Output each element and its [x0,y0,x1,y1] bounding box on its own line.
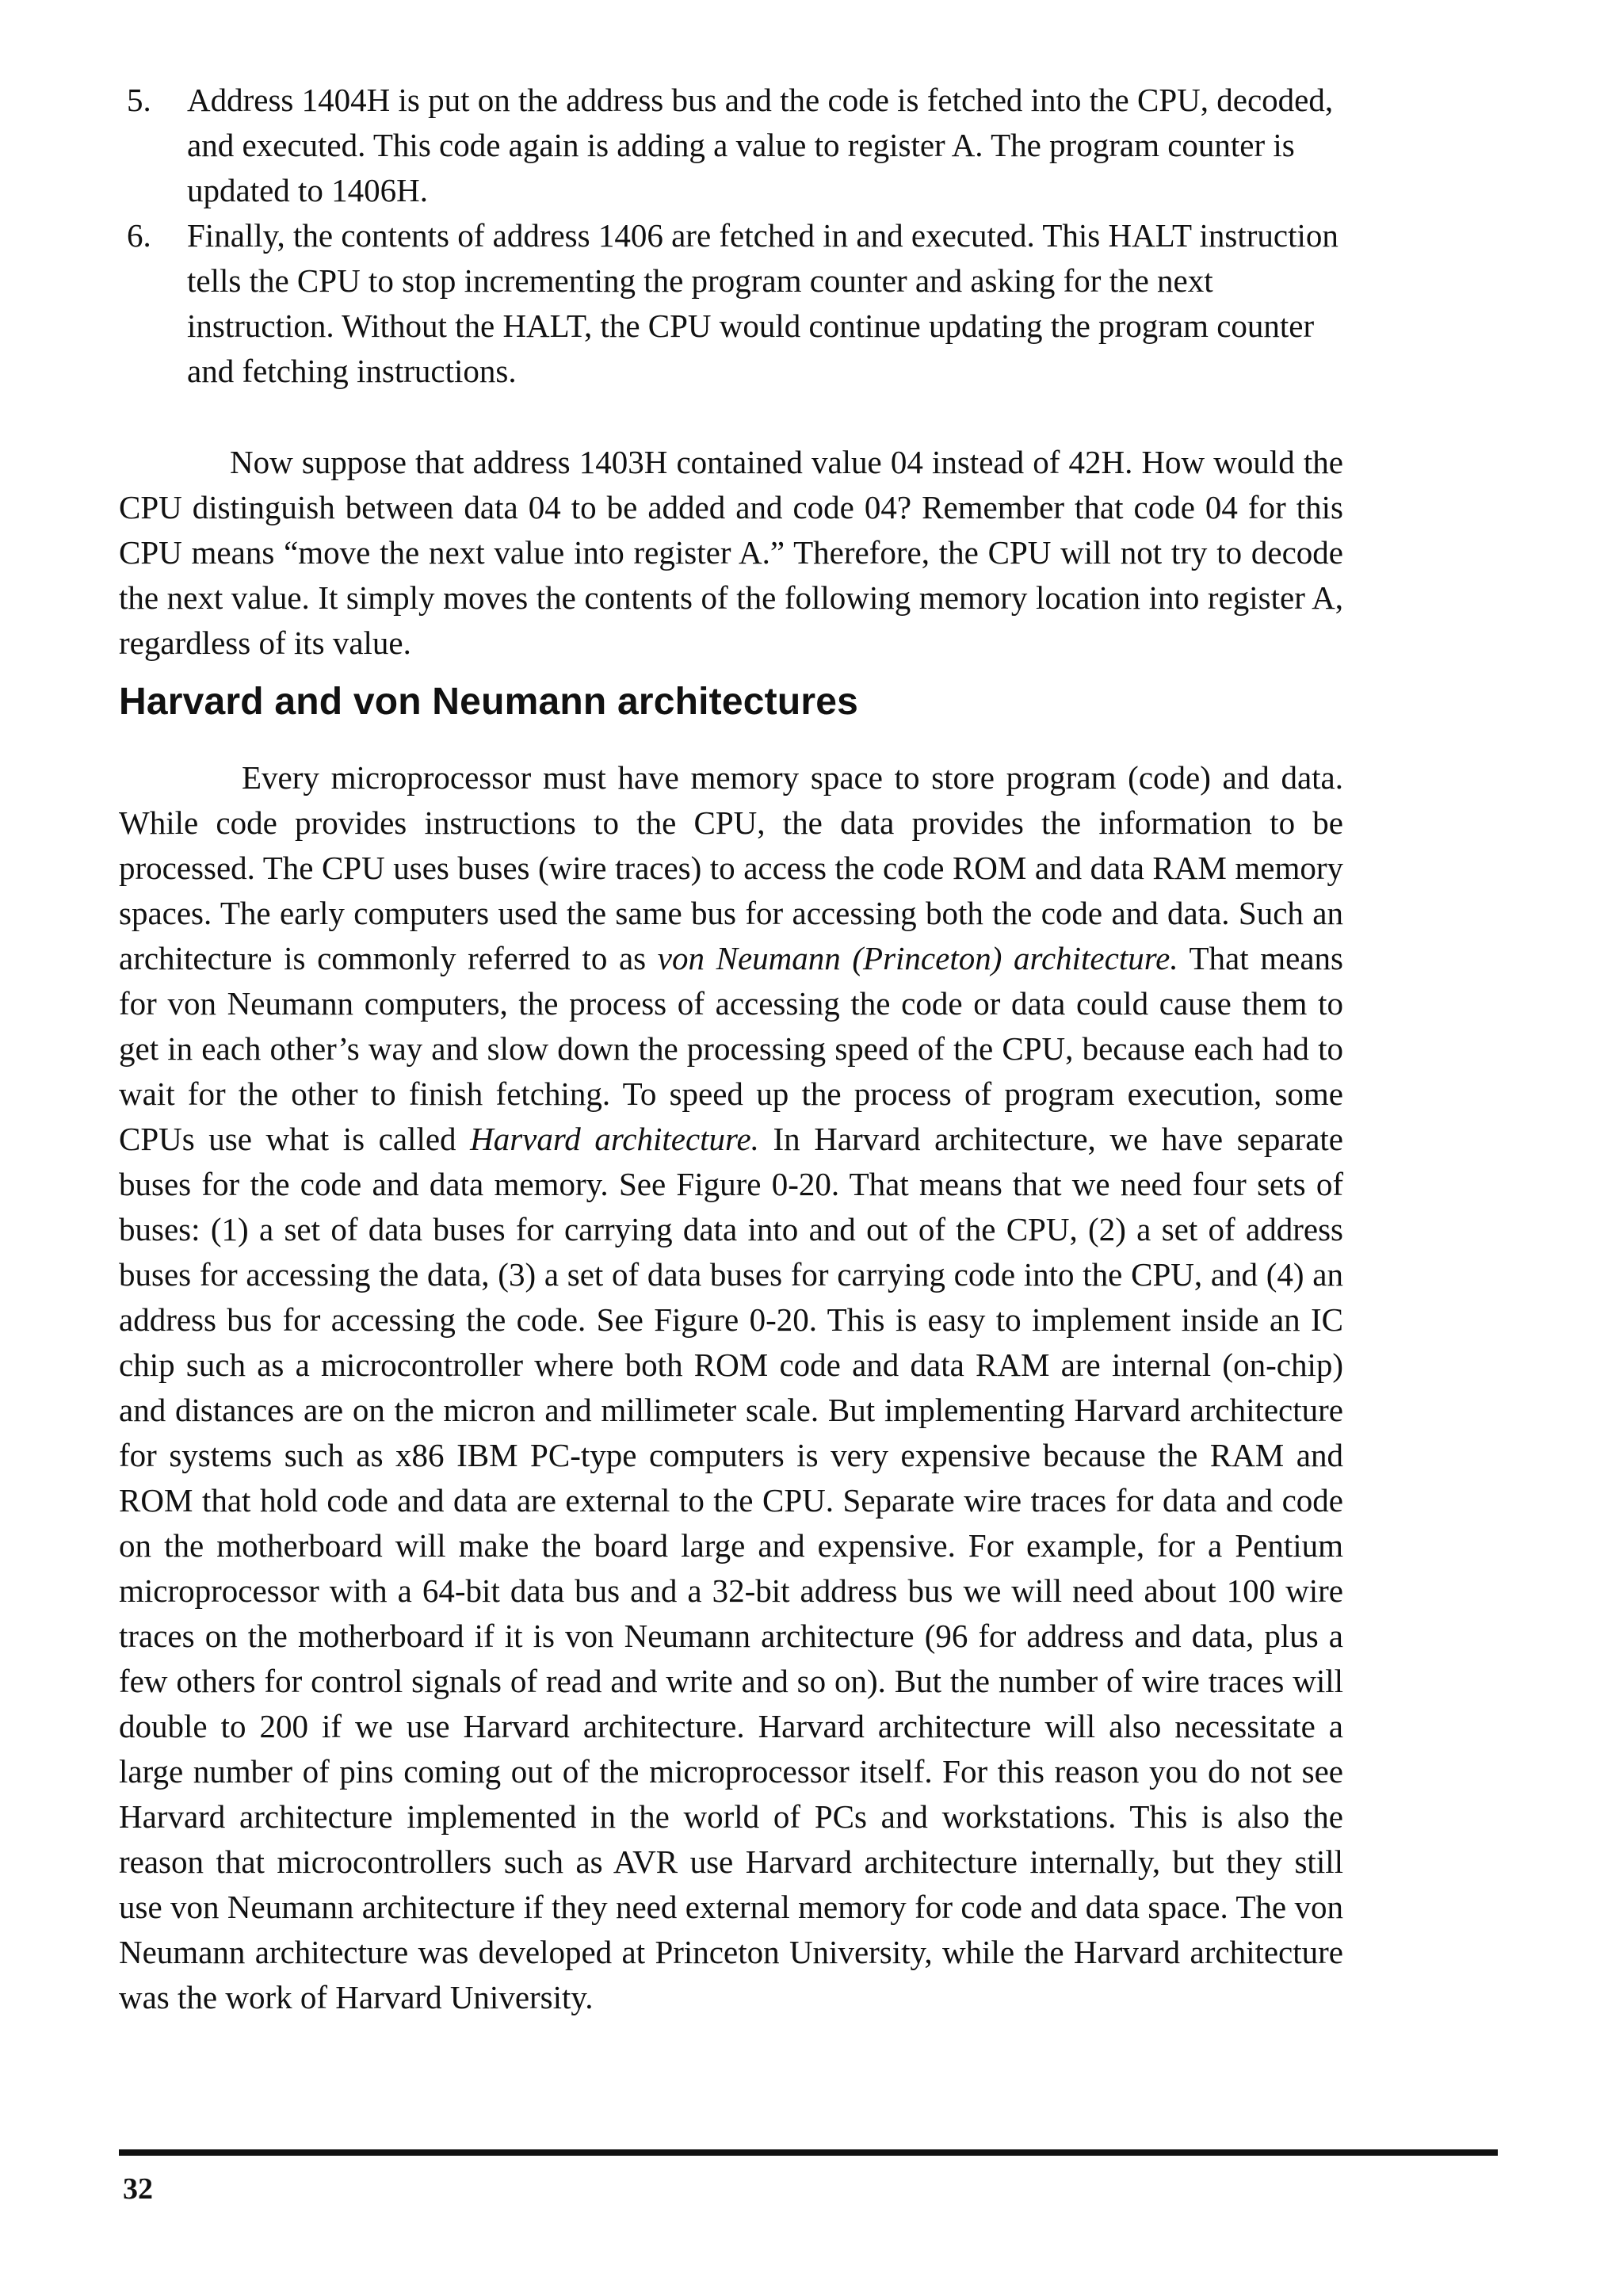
footer-divider [119,2149,1498,2156]
body-paragraph: Now suppose that address 1403H contained value 04 instead of 42H. How would the CPU distinguish between data 04 to be added and code 04? Remember that code 04 for this CPU means “move the next value into register A.” Therefore, the CPU will not try to decode the next value. It simply moves the contents of the following memory location into register A, regardless of its value. [119,444,1343,661]
paragraph-text: Every microprocessor must have memory space to store program (code) and data. While code provides instructions to the CPU, the data provides the information to be processed. The CPU uses buses (wire traces) to access the code ROM and data RAM memory spaces. The early computers used the same bus for accessing both the code and data. Such an architecture is commonly referred to as [119,759,1343,976]
italic-term: Harvard architecture. [470,1121,759,1157]
section-heading: Harvard and von Neumann architectures [119,681,859,723]
paragraph-text: In Harvard architecture, we have separate buses for the code and data memory. See Figure 0-20. That means that we need four sets of buses: (1) a set of data buses for carrying data into and out of the CPU, (2) a set of address buses for accessing the data, (3) a set of data buses for carrying code into the CPU, and (4) an address bus for accessing the code. See Figure 0-20. This is easy to implement inside an IC chip such as a microcontroller where both ROM code and data RAM are internal (on-chip) and distances are on the micron and millimeter scale. But implementing Harvard architecture for systems such as x86 IBM PC-type computers is very expensive because the RAM and ROM that hold code and data are external to the CPU. Separate wire traces for data and code on the motherboard will make the board large and expensive. For example, for a Pentium microprocessor with a 64-bit data bus and a 32-bit address bus we will need about 100 wire traces on the motherboard if it is von Neumann architecture (96 for address and data, plus a few others for control signals of read and write and so on). But the number of wire traces will double to 200 if we use Harvard architecture. Harvard architecture will also necessitate a large number of pins coming out of the microprocessor itself. For this reason you do not see Harvard architecture implemented in the world of PCs and workstations. This is also the reason that microcontrollers such as AVR use Harvard architecture internally, but they still use von Neumann architecture if they need external memory for code and data space. The von Neumann architecture was developed at Princeton University, while the Harvard architecture was the work of Harvard University. [119,1121,1343,2015]
page-number: 32 [123,2172,153,2206]
italic-term: von Neumann (Princeton) architecture. [657,940,1178,976]
list-item-text: Address 1404H is put on the address bus and the code is fetched into the CPU, decoded, and executed. This code again is adding a value to register A. The program counter is updated to 1406H. [187,82,1334,208]
body-paragraph [119,755,1343,2020]
list-item [119,213,1343,394]
numbered-list [119,78,1343,394]
list-item-number: 5. [127,82,151,118]
list-item-text: Finally, the contents of address 1406 are fetched in and executed. This HALT instruction tells the CPU to stop incrementing the program counter and asking for the next instruction. Without the HALT, the CPU would continue updating the program counter and fetching instructions. [187,217,1338,389]
list-item [119,78,1343,213]
paragraph-text: That means for von Neumann computers, the process of accessing the code or data could cause them to get in each other’s way and slow down the processing speed of the CPU, because each had to wait for the other to finish fetching. To speed up the process of program execution, some CPUs use what is called [119,940,1344,1157]
list-item-number: 6. [127,217,151,254]
